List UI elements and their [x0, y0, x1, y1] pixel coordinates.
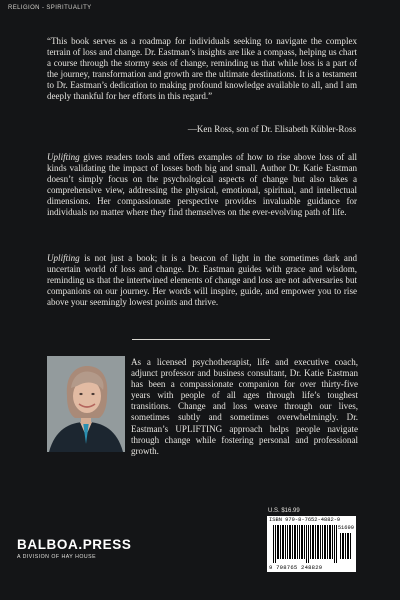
description-paragraph-2: [47, 253, 357, 308]
description-text-2: is not just a book; it is a beacon of light in the sometimes dark and uncertain world of loss and change. Dr. Eastman guides with grace and wisdom, reminding us that the intertwined elements of change and loss are not adversaries but companions on our journey. Her words will inspire, guide, and empower you to rise above your seemingly lowest points and thrive.: [47, 253, 357, 308]
author-bio: As a licensed psychotherapist, life and executive coach, adjunct professor and business consultant, Dr. Katie Eastman has been a compassionate companion for over thirty-five years with people of all ages through life’s toughest transitions. Change and loss weave through our lives, sometimes subtly and sometimes overwhelmingly. Dr. Eastman’s UPLIFTING approach helps people navigate through change while fostering personal and professional growth.: [131, 357, 358, 456]
book-title-italic: Uplifting: [47, 253, 80, 263]
description-text-1: gives readers tools and offers examples of how to rise above loss of all kinds validating the impact of losses both big and small. Author Dr. Katie Eastman doesn’t simply focus on the psychological aspects of change but also takes a comprehensive view, addressing the physical, emotional, spiritual, and intellectual dimensions. Her compassionate perspective provides invaluable guidance for individuals no matter where they find themselves on the ever-evolving path of life.: [47, 152, 357, 218]
section-divider: [132, 339, 270, 340]
publisher-logo: [17, 538, 131, 560]
description-paragraph-1: [47, 152, 357, 219]
category-label: RELIGION - SPIRITUALITY: [8, 5, 92, 11]
endorsement-quote: “This book serves as a roadmap for individuals seeking to navigate the complex terrain of loss and change. Dr. Eastman’s insights are like a compass, helping us chart a course through the stormy seas of change, reminding us that while loss is a part of the journey, transformation and growth are the ultimate destinations. It is a testament to Dr. Eastman’s dedication to making profound knowledge available to all, and I am deeply thankful for her efforts in this regard.”: [47, 36, 357, 102]
author-photo: [47, 356, 125, 452]
author-portrait-icon: [47, 356, 125, 452]
publisher-tagline: A DIVISION OF HAY HOUSE: [17, 554, 97, 560]
price-code: 51699: [337, 525, 354, 531]
isbn-label: ISBN 979-8-7652-4882-9: [269, 517, 341, 523]
isbn-digits: 9 798765 248829: [269, 564, 323, 571]
quote-attribution: —Ken Ross, son of Dr. Elisabeth Kübler-Ross: [187, 124, 356, 134]
price-label: U.S. $16.99: [268, 508, 300, 514]
isbn-barcode: [267, 516, 356, 572]
book-title-italic: Uplifting: [47, 152, 80, 162]
publisher-name: BALBOA.PRESS: [17, 537, 132, 552]
